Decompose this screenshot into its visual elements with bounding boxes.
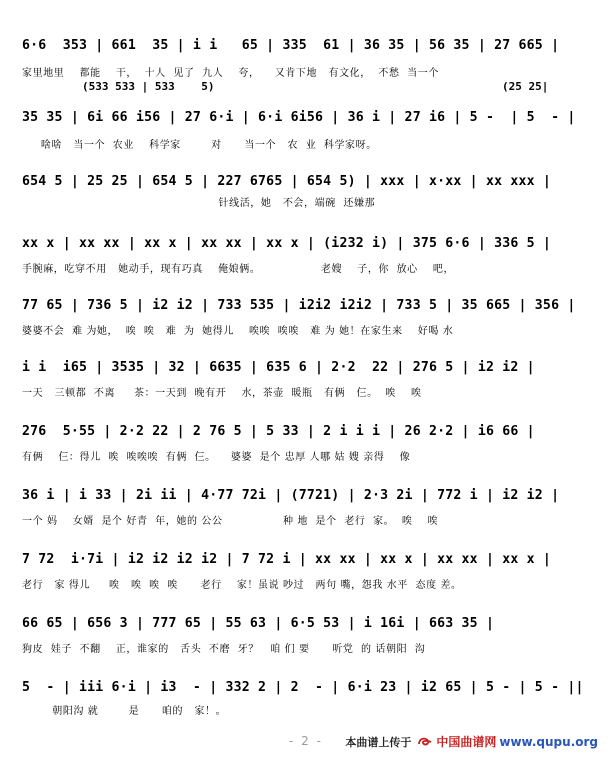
lyric-line: 家里地里 都能 干， 十人 见了 九人 夸， 又肯下地 有文化， 不愁 当一个 (22, 68, 439, 79)
lyric-line: 狗皮 娃子 不翻 正，谁家的 舌头 不磨 牙？ 咱 们 要 听党 的 话朝阳 沟 (22, 644, 426, 655)
upload-credit-label: 本曲谱上传于 (345, 735, 412, 749)
notation-line: xx x | xx xx | xx x | xx xx | xx x | (i232 i) | 375 6·6 | 336 5 | (22, 236, 552, 251)
site-name: 中国曲谱网 (436, 735, 497, 749)
curl-logo-icon (417, 736, 433, 748)
lyric-line: 老行 家 得儿 唉 唉 唉 唉 老行 家！虽说 吵过 两句 嘴，怨我 水平 态度 差。 (22, 580, 462, 591)
lyric-line: 一天 三顿都 不离 茶：一天到 晚有开 水，茶壶 暖瓶 有俩 仨。 唉 唉 (22, 388, 422, 399)
notation-line: 276 5·55 | 2·2 22 | 2 76 5 | 5 33 | 2 i i i | 26 2·2 | i6 66 | (22, 424, 535, 439)
notation-line: 654 5 | 25 25 | 654 5 | 227 6765 | 654 5) | xxx | x·xx | xx xxx | (22, 174, 552, 189)
notation-line: i i i65 | 3535 | 32 | 6635 | 635 6 | 2·2 22 | 276 5 | i2 i2 | (22, 360, 535, 375)
accompaniment-right: (25 25| (502, 80, 549, 93)
notation-line: 6·6 353 | 661 35 | i i 65 | 335 61 | 36 35 | 56 35 | 27 665 | (22, 38, 560, 53)
page-number: - 2 - (289, 734, 323, 748)
notation-line: 66 65 | 656 3 | 777 65 | 55 63 | 6·5 53 | i 16i | 663 35 | (22, 616, 495, 631)
notation-line: 35 35 | 6i 66 i56 | 27 6·i | 6·i 6i56 | 36 i | 27 i6 | 5 - | 5 - | (22, 110, 576, 125)
notation-line: 7 72 i·7i | i2 i2 i2 i2 | 7 72 i | xx xx | xx x | xx xx | xx x | (22, 552, 552, 567)
notation-line: 77 65 | 736 5 | i2 i2 | 733 535 | i2i2 i2i2 | 733 5 | 35 665 | 356 | (22, 298, 576, 313)
lyric-line: 一个 妈 女婿 是个 好青 年，她的 公公 种 地 是个 老行 家。 唉 唉 (22, 516, 439, 527)
lyric-line: 手腕麻，吃穿不用 她动手，现有巧真 俺娘俩。 老嫂 子，你 放心 吧， (22, 264, 455, 275)
lyric-line: 针线活，她 不会，端碗 还嫌那 (22, 198, 376, 209)
site-logo[interactable] (417, 733, 598, 750)
lyric-line: 婆婆不会 难 为她， 唉 唉 难 为 她得儿 唉唉 唉唉 难 为 她！在家生来 好喝 水 (22, 326, 454, 337)
accompaniment-left: (533 533 | 533 5) (82, 80, 215, 93)
notation-line: 36 i | i 33 | 2i ii | 4·77 72i | (7721) | 2·3 2i | 772 i | i2 i2 | (22, 488, 560, 503)
lyric-line: 朝阳沟 就 是 咱的 家！。 (22, 706, 227, 717)
site-url: www.qupu.org (499, 734, 598, 749)
lyric-line: 啥啥 当一个 农业 科学家 对 当一个 农 业 科学家呀。 (22, 140, 377, 151)
notation-line: 5 - | iii 6·i | i3 - | 332 2 | 2 - | 6·i 23 | i2 65 | 5 - | 5 - || (22, 680, 584, 695)
upload-credit (345, 733, 598, 750)
lyric-line: 有俩 仨：得儿 唉 唉唉唉 有俩 仨。 婆婆 是个 忠厚 人哪 姑 嫂 亲得 像 (22, 452, 411, 463)
